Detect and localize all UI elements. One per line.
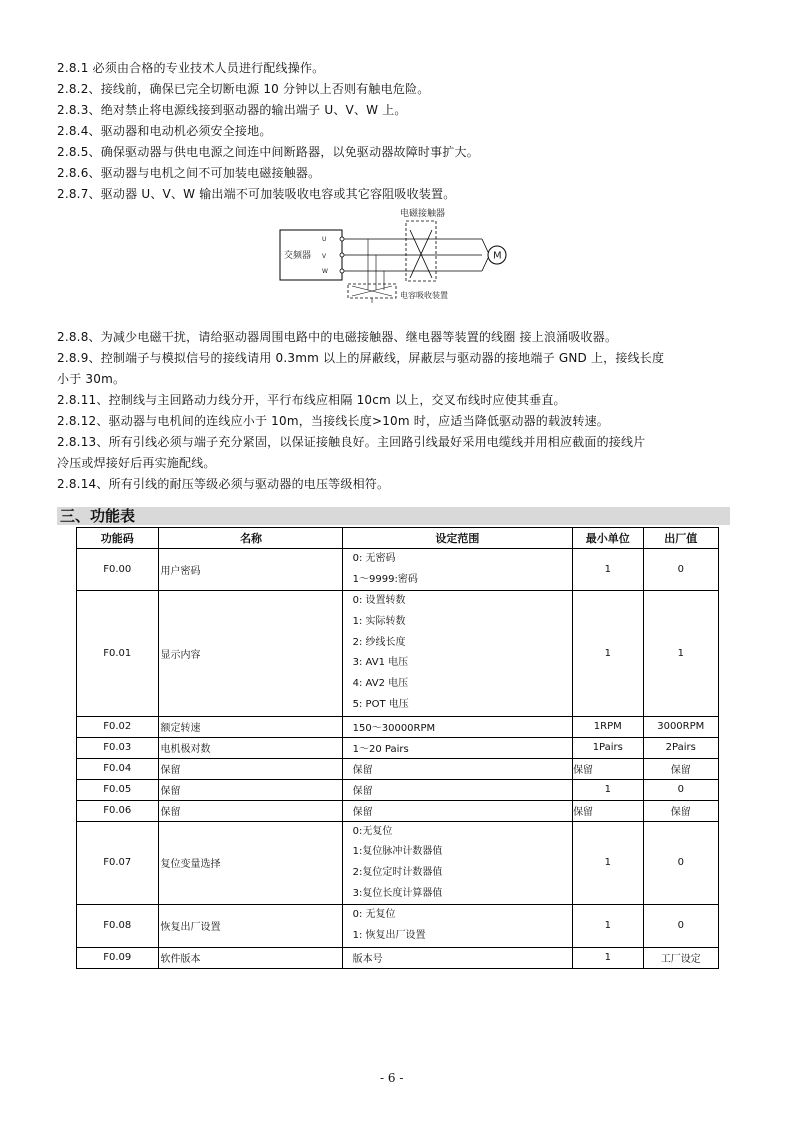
precaution-2-8-13-cont: 冷压或焊接好后再实施配线。: [57, 456, 216, 470]
row-name: 保留: [158, 779, 342, 800]
row-default: 0: [643, 905, 719, 947]
precaution-2-8-14: 2.8.14、所有引线的耐压等级必须与驱动器的电压等级相符。: [57, 477, 390, 491]
table-row: [77, 779, 719, 800]
terminal-v-label: V: [322, 253, 327, 260]
row-code: F0.00: [77, 549, 159, 591]
row-name: 保留: [158, 800, 342, 821]
row-unit: 1Pairs: [573, 737, 643, 758]
row-default: 工厂设定: [643, 947, 719, 968]
row-range: [342, 800, 572, 821]
terminal-u-label: U: [322, 236, 327, 243]
table-row: [77, 905, 719, 947]
capacitor-label: 电容吸收装置: [400, 291, 448, 300]
row-unit: 1: [573, 947, 643, 968]
row-default: 保留: [643, 758, 719, 779]
row-unit: 1: [573, 779, 643, 800]
row-range: [342, 947, 572, 968]
header-code: 功能码: [77, 528, 159, 549]
row-range: [342, 549, 572, 591]
row-code: F0.09: [77, 947, 159, 968]
row-range: [342, 758, 572, 779]
precaution-2-8-6: 2.8.6、驱动器与电机之间不可加装电磁接触器。: [57, 166, 321, 180]
row-unit: 1: [573, 549, 643, 591]
range-option: 3:复位长度计算器值: [352, 887, 443, 899]
range-option: 0: 无复位: [352, 909, 396, 921]
range-option: 1:复位脉冲计数器值: [352, 846, 443, 858]
row-range: [342, 737, 572, 758]
contactor-box: [406, 221, 436, 281]
precaution-2-8-8: 2.8.8、为减少电磁干扰，请给驱动器周围电路中的电磁接触器、继电器等装置的线圈 接上浪涌吸收器。: [57, 330, 618, 344]
row-unit: 保留: [573, 800, 643, 821]
range-option: 2: 纱线长度: [352, 636, 406, 648]
range-option: 3: AV1 电压: [352, 657, 409, 669]
table-row: [77, 737, 719, 758]
precaution-2-8-11: 2.8.11、控制线与主回路动力线分开，平行布线应相隔 10cm 以上，交叉布线时应使其垂直。: [57, 393, 566, 407]
row-name: 额定转速: [158, 716, 342, 737]
row-default: 2Pairs: [643, 737, 719, 758]
range-option: 0: 无密码: [352, 553, 396, 564]
page-number: - 6 -: [380, 1071, 404, 1085]
contactor-label: 电磁接触器: [400, 209, 446, 219]
table-row: [77, 591, 719, 716]
row-code: F0.06: [77, 800, 159, 821]
table-row: [77, 716, 719, 737]
precaution-2-8-5: 2.8.5、确保驱动器与供电电源之间连中间断路器，以免驱动器故障时事扩大。: [57, 145, 479, 159]
row-code: F0.05: [77, 779, 159, 800]
row-default: 0: [643, 821, 719, 905]
row-code: F0.03: [77, 737, 159, 758]
row-unit: 1: [573, 905, 643, 947]
header-range: 设定范围: [342, 528, 572, 549]
section-title: 三、功能表: [60, 507, 136, 525]
precaution-2-8-3: 2.8.3、绝对禁止将电源线接到驱动器的输出端子 U、V、W 上。: [57, 103, 407, 117]
header-default: 出厂值: [643, 528, 719, 549]
row-name: 恢复出厂设置: [158, 905, 342, 947]
row-range: [342, 821, 572, 905]
table-row: [77, 549, 719, 591]
precaution-2-8-9-cont: 小于 30m。: [57, 372, 126, 386]
row-name: 用户密码: [158, 549, 342, 591]
section-heading-bar: [57, 507, 730, 525]
range-option: 1: 恢复出厂设置: [352, 929, 426, 941]
row-default: 0: [643, 779, 719, 800]
header-unit: 最小单位: [573, 528, 643, 549]
range-option: 2:复位定时计数器值: [352, 866, 443, 878]
terminal-w-label: W: [322, 268, 328, 275]
precaution-2-8-7: 2.8.7、驱动器 U、V、W 输出端不可加装吸收电容或其它容阻吸收装置。: [57, 187, 456, 201]
range-option: 1: 实际转数: [352, 616, 406, 628]
row-code: F0.08: [77, 905, 159, 947]
table-row: [77, 758, 719, 779]
row-name: 保留: [158, 758, 342, 779]
range-option: 5: POT 电压: [352, 698, 409, 710]
precaution-2-8-2: 2.8.2、接线前，确保已完全切断电源 10 分钟以上否则有触电危险。: [57, 82, 430, 96]
row-code: F0.01: [77, 591, 159, 716]
row-name: 电机极对数: [158, 737, 342, 758]
row-range: [342, 905, 572, 947]
range-option: 1～9999:密码: [352, 573, 418, 585]
range-option: 4: AV2 电压: [352, 678, 409, 690]
range-option: 0:无复位: [352, 825, 393, 837]
table-row: [77, 821, 719, 905]
table-row: [77, 800, 719, 821]
precaution-2-8-12: 2.8.12、驱动器与电机间的连线应小于 10m，当接线长度>10m 时，应适当降低驱动器的载波转速。: [57, 414, 609, 428]
row-range: [342, 779, 572, 800]
row-unit: 1: [573, 591, 643, 716]
row-default: 1: [643, 591, 719, 716]
row-code: F0.04: [77, 758, 159, 779]
precaution-2-8-9: 2.8.9、控制端子与模拟信号的接线请用 0.3mm 以上的屏蔽线，屏蔽层与驱动器的接地端子 GND 上，接线长度: [57, 351, 665, 365]
motor-label: M: [493, 250, 502, 262]
range-option: 版本号: [352, 954, 383, 966]
row-name: 软件版本: [158, 947, 342, 968]
row-range: [342, 591, 572, 716]
range-option: 0: 设置转数: [352, 595, 406, 607]
header-name: 名称: [158, 528, 342, 549]
range-option: 保留: [352, 786, 373, 797]
row-default: 0: [643, 549, 719, 591]
row-unit: 1RPM: [573, 716, 643, 737]
wiring-diagram: [272, 204, 522, 304]
row-unit: 1: [573, 821, 643, 905]
row-code: F0.02: [77, 716, 159, 737]
row-range: [342, 716, 572, 737]
drive-label: 交频器: [284, 251, 312, 261]
table-row: [77, 947, 719, 968]
range-option: 保留: [352, 807, 373, 818]
row-code: F0.07: [77, 821, 159, 905]
precaution-2-8-1: 2.8.1 必须由合格的专业技术人员进行配线操作。: [57, 61, 325, 75]
function-table: [76, 527, 719, 969]
precaution-2-8-13: 2.8.13、所有引线必须与端子充分紧固，以保证接触良好。主回路引线最好采用电缆线并用相应截面的接线片: [57, 435, 646, 449]
precaution-2-8-4: 2.8.4、驱动器和电动机必须安全接地。: [57, 124, 272, 138]
range-option: 1～20 Pairs: [352, 744, 409, 755]
row-name: 复位变量选择: [158, 821, 342, 905]
row-unit: 保留: [573, 758, 643, 779]
row-default: 3000RPM: [643, 716, 719, 737]
range-option: 150～30000RPM: [352, 723, 436, 734]
row-name: 显示内容: [158, 591, 342, 716]
table-header-row: [77, 528, 719, 549]
row-default: 保留: [643, 800, 719, 821]
range-option: 保留: [352, 765, 373, 776]
